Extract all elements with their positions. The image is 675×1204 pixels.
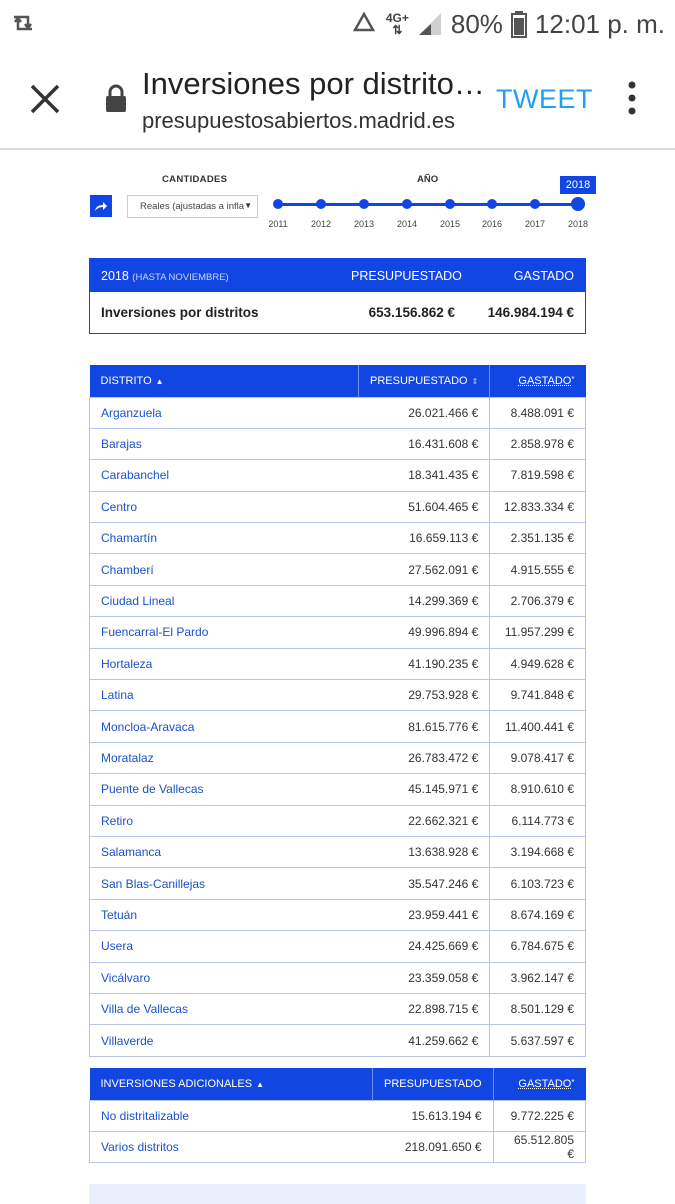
battery-percent: 80% [450, 8, 503, 39]
row-name-link[interactable]: Fuencarral-El Pardo [90, 617, 359, 648]
dropdown-caret-icon: ▼ [244, 201, 252, 210]
row-gastado: 8.488.091 € [490, 397, 586, 428]
row-gastado: 4.915.555 € [490, 554, 586, 585]
row-presupuestado: 27.562.091 € [359, 554, 490, 585]
summary-year-value: 2018 [101, 269, 129, 283]
share-button[interactable] [90, 195, 112, 217]
table-row[interactable] [90, 993, 586, 1024]
row-name-link[interactable]: Tetuán [90, 899, 359, 930]
table-row[interactable] [90, 428, 586, 459]
table-row[interactable] [90, 617, 586, 648]
row-presupuestado: 18.341.435 € [359, 460, 490, 491]
row-name-link[interactable]: Carabanchel [90, 460, 359, 491]
col-presupuestado-header[interactable] [373, 1068, 494, 1100]
share-arrow-icon [94, 200, 108, 212]
row-presupuestado: 41.259.662 € [359, 1025, 490, 1056]
year-label[interactable]: 2015 [439, 219, 461, 229]
close-icon[interactable] [28, 82, 62, 116]
col-gastado-label: GASTADO [518, 1077, 572, 1090]
row-presupuestado: 218.091.650 € [373, 1131, 494, 1162]
row-presupuestado: 81.615.776 € [359, 711, 490, 742]
row-name-link[interactable]: Moncloa-Aravaca [90, 711, 359, 742]
row-name-link[interactable]: Salamanca [90, 836, 359, 867]
table-row[interactable] [90, 460, 586, 491]
row-name-link[interactable]: Chamartín [90, 523, 359, 554]
row-gastado: 11.957.299 € [490, 617, 586, 648]
signal-icon [417, 11, 443, 37]
row-name-link[interactable]: Moratalaz [90, 742, 359, 773]
table-row[interactable] [90, 680, 586, 711]
summary-gastado: 146.984.194 € [487, 305, 574, 320]
col-adicionales-label: INVERSIONES ADICIONALES [100, 1077, 253, 1090]
col-adicionales-header[interactable] [90, 1068, 373, 1100]
row-name-link[interactable]: Chamberí [90, 554, 359, 585]
table-row[interactable] [90, 491, 586, 522]
summary-year [101, 269, 229, 283]
year-label[interactable]: 2018 [567, 219, 589, 229]
tweet-button[interactable]: TWEET [496, 84, 593, 114]
summary-col-presupuestado: PRESUPUESTADO [351, 269, 462, 283]
row-gastado: 6.103.723 € [490, 868, 586, 899]
table-row[interactable] [90, 774, 586, 805]
year-label[interactable]: 2012 [310, 219, 332, 229]
row-name-link[interactable]: Centro [90, 491, 359, 522]
row-gastado: 4.949.628 € [490, 648, 586, 679]
row-name-link[interactable]: Ciudad Lineal [90, 585, 359, 616]
table-row[interactable] [90, 523, 586, 554]
row-name-link[interactable]: Villaverde [90, 1025, 359, 1056]
row-presupuestado: 23.359.058 € [359, 962, 490, 993]
year-label[interactable]: 2013 [353, 219, 375, 229]
table-row[interactable] [90, 397, 586, 428]
year-dot[interactable] [445, 199, 455, 209]
summary-name: Inversiones por distritos [101, 305, 259, 320]
row-presupuestado: 51.604.465 € [359, 491, 490, 522]
footnote-asterisk: * [571, 1077, 575, 1087]
row-gastado: 2.351.135 € [490, 523, 586, 554]
row-gastado: 2.858.978 € [490, 428, 586, 459]
status-bar [0, 0, 675, 48]
row-name-link[interactable]: San Blas-Canillejas [90, 868, 359, 899]
year-label[interactable]: 2011 [268, 219, 288, 229]
row-gastado: 9.741.848 € [490, 680, 586, 711]
col-presupuestado-label: PRESUPUESTADO [384, 1077, 482, 1090]
row-gastado: 9.078.417 € [490, 742, 586, 773]
col-presupuestado-label: PRESUPUESTADO [370, 374, 468, 387]
row-presupuestado: 24.425.669 € [359, 931, 490, 962]
summary-year-note: (HASTA NOVIEMBRE) [132, 272, 229, 283]
page-title: Inversiones por distrito… [142, 66, 485, 101]
row-presupuestado: 45.145.971 € [359, 774, 490, 805]
table-row[interactable] [90, 585, 586, 616]
row-gastado: 2.706.379 € [490, 585, 586, 616]
row-presupuestado: 26.021.466 € [359, 397, 490, 428]
year-dot-selected[interactable] [571, 197, 585, 211]
more-options-icon[interactable] [622, 80, 642, 116]
row-gastado: 5.637.597 € [490, 1025, 586, 1056]
row-presupuestado: 23.959.441 € [359, 899, 490, 930]
row-presupuestado: 15.613.194 € [373, 1100, 494, 1131]
summary-header [90, 259, 585, 292]
ano-label: AÑO [417, 174, 439, 185]
lock-icon [104, 83, 128, 113]
page-url: presupuestosabiertos.madrid.es [142, 108, 456, 133]
table-row[interactable] [90, 648, 586, 679]
year-label[interactable]: 2014 [396, 219, 418, 229]
row-gastado: 7.819.598 € [490, 460, 586, 491]
row-gastado: 9.772.225 € [493, 1100, 585, 1131]
table-row[interactable] [90, 899, 586, 930]
row-gastado: 6.114.773 € [490, 805, 586, 836]
row-gastado: 8.501.129 € [490, 993, 586, 1024]
sort-asc-icon: ▲ [256, 1079, 265, 1089]
table-row[interactable] [90, 1131, 586, 1162]
table-row[interactable] [90, 711, 586, 742]
row-name-link[interactable]: Retiro [90, 805, 359, 836]
battery-icon [511, 10, 527, 38]
data-arrows-icon: ⇅ [392, 23, 403, 37]
row-name-link[interactable]: Villa de Vallecas [90, 993, 359, 1024]
browser-app-bar [0, 48, 675, 150]
col-gastado-label: GASTADO [518, 374, 572, 387]
table-row[interactable] [90, 868, 586, 899]
row-presupuestado: 29.753.928 € [359, 680, 490, 711]
table-row[interactable] [90, 805, 586, 836]
row-presupuestado: 16.659.113 € [359, 523, 490, 554]
table-row[interactable] [90, 1100, 586, 1131]
sort-icon: ⇕ [471, 376, 479, 386]
row-gastado: 6.784.675 € [490, 931, 586, 962]
row-gastado: 8.674.169 € [490, 899, 586, 930]
sort-asc-icon: ▲ [155, 376, 164, 386]
row-presupuestado: 13.638.928 € [359, 836, 490, 867]
year-dot[interactable] [402, 199, 412, 209]
clock: 12:01 p. m. [534, 8, 665, 39]
row-name-link[interactable]: Puente de Vallecas [90, 774, 359, 805]
row-name-link[interactable]: Usera [90, 931, 359, 962]
table-row[interactable] [90, 554, 586, 585]
row-name-link[interactable]: Barajas [90, 428, 359, 459]
summary-col-gastado: GASTADO [513, 269, 574, 283]
row-name-link[interactable]: Latina [90, 680, 359, 711]
year-dot[interactable] [316, 199, 326, 209]
row-gastado: 8.910.610 € [490, 774, 586, 805]
row-presupuestado: 14.299.369 € [359, 585, 490, 616]
row-gastado: 3.194.668 € [490, 836, 586, 867]
summary-box [89, 258, 586, 334]
col-presupuestado-header[interactable] [359, 365, 490, 397]
row-gastado: 11.400.441 € [490, 711, 586, 742]
row-gastado: 65.512.805 € [493, 1131, 585, 1162]
table-row[interactable] [90, 962, 586, 993]
cantidades-select[interactable] [127, 195, 258, 218]
year-label[interactable]: 2016 [481, 219, 503, 229]
col-gastado-header[interactable] [493, 1068, 585, 1100]
year-timeline[interactable] [278, 203, 578, 206]
row-presupuestado: 22.898.715 € [359, 993, 490, 1024]
row-gastado: 3.962.147 € [490, 962, 586, 993]
row-name-link[interactable]: Hortaleza [90, 648, 359, 679]
table-row[interactable] [90, 742, 586, 773]
row-name-link[interactable]: Vicálvaro [90, 962, 359, 993]
row-presupuestado: 26.783.472 € [359, 742, 490, 773]
year-label[interactable]: 2017 [524, 219, 546, 229]
row-presupuestado: 22.662.321 € [359, 805, 490, 836]
row-name-link[interactable]: No distritalizable [90, 1100, 373, 1131]
network-label: 4G+ [385, 11, 409, 25]
network-indicator [386, 12, 409, 36]
recycle-icon [350, 10, 378, 38]
year-dot[interactable] [359, 199, 369, 209]
table-row[interactable] [90, 931, 586, 962]
row-name-link[interactable]: Varios distritos [90, 1131, 373, 1162]
districts-header-row [90, 365, 586, 397]
retweet-notification-icon [8, 8, 38, 38]
cantidades-label: CANTIDADES [162, 174, 228, 185]
summary-presupuestado: 653.156.862 € [368, 305, 455, 320]
col-distrito-header[interactable] [90, 365, 359, 397]
row-presupuestado: 41.190.235 € [359, 648, 490, 679]
summary-row [90, 292, 585, 334]
additional-investments-table [89, 1068, 586, 1163]
download-panel [89, 1184, 586, 1204]
row-gastado: 12.833.334 € [490, 491, 586, 522]
col-gastado-header[interactable] [490, 365, 586, 397]
year-dot[interactable] [530, 199, 540, 209]
year-dot[interactable] [487, 199, 497, 209]
col-distrito-label: DISTRITO [100, 374, 152, 387]
districts-table [89, 365, 586, 1057]
table-row[interactable] [90, 836, 586, 867]
row-presupuestado: 16.431.608 € [359, 428, 490, 459]
footnote-asterisk: * [571, 374, 575, 384]
row-name-link[interactable]: Arganzuela [90, 397, 359, 428]
additional-header-row [90, 1068, 586, 1100]
row-presupuestado: 35.547.246 € [359, 868, 490, 899]
year-dot[interactable] [273, 199, 283, 209]
cantidades-select-value: Reales (ajustadas a infla [140, 201, 245, 212]
row-presupuestado: 49.996.894 € [359, 617, 490, 648]
table-row[interactable] [90, 1025, 586, 1056]
filter-controls [88, 168, 591, 238]
selected-year-badge: 2018 [560, 176, 596, 194]
